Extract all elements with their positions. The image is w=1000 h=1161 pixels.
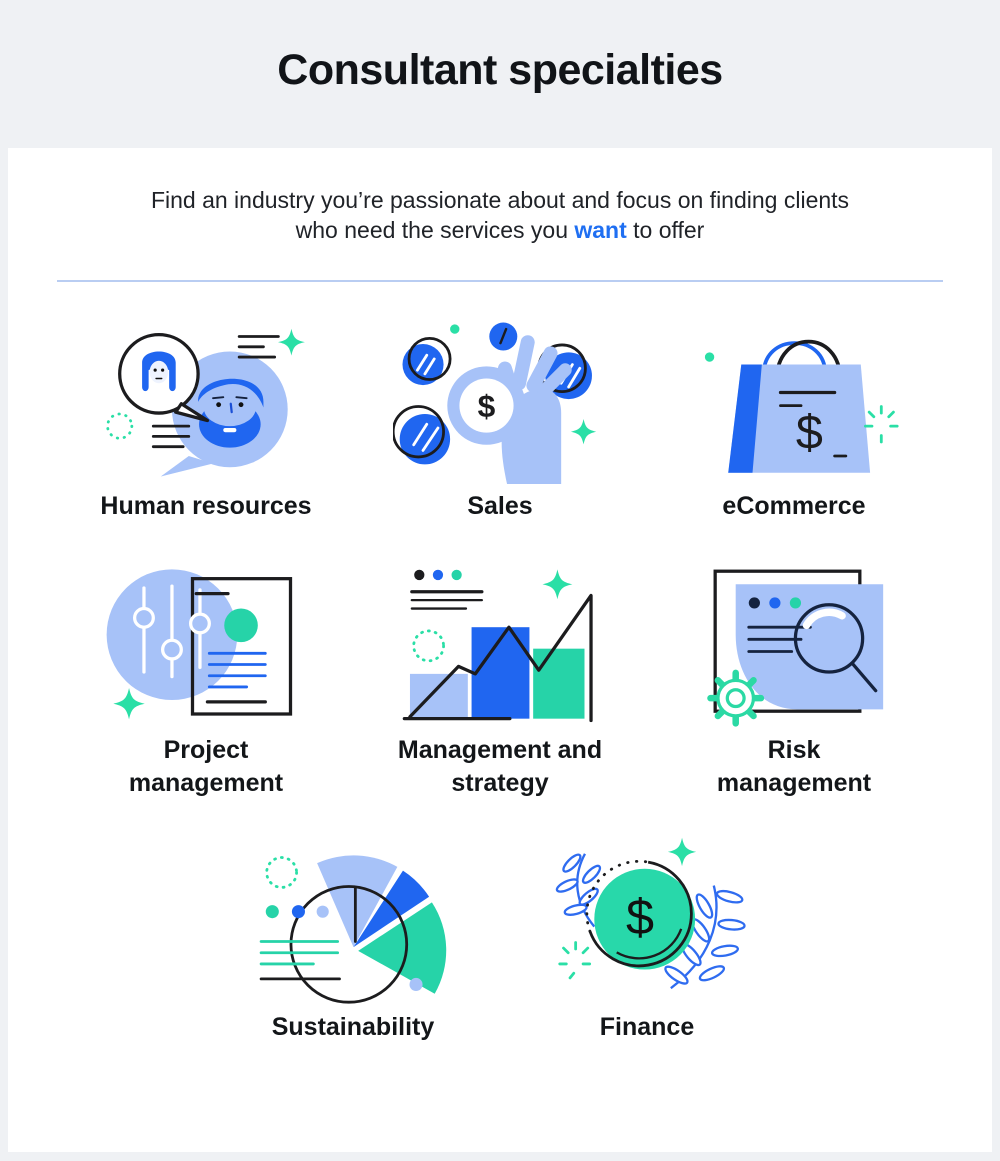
- burst-accent: [865, 406, 897, 441]
- content-card: [8, 148, 992, 1152]
- specialty-risk-management: [647, 560, 941, 799]
- subtitle-text-pre: Find an industry you’re passionate about and focus on finding clients who need the services you: [150, 187, 850, 243]
- specialty-ecommerce: [647, 316, 941, 523]
- burst-accent: [559, 943, 589, 978]
- specialty-project-management: [59, 560, 353, 799]
- row-1: [8, 316, 992, 523]
- specialty-sales: [353, 316, 647, 523]
- subtitle-highlight: want: [574, 216, 627, 243]
- subtitle-text-post: to offer: [626, 216, 705, 243]
- dollar-sign: $: [625, 888, 654, 946]
- sales-icon: [393, 316, 608, 484]
- specialty-label: Finance: [599, 1013, 695, 1042]
- ecommerce-icon: [687, 316, 902, 484]
- specialty-label: Sustainability: [271, 1013, 435, 1042]
- subtitle: [148, 186, 853, 246]
- specialty-label: Risk management: [716, 736, 872, 797]
- management-strategy-icon: [393, 560, 608, 728]
- specialty-sustainability: [206, 837, 500, 1044]
- page-title: Consultant specialties: [277, 46, 723, 94]
- specialty-label: Sales: [467, 491, 533, 520]
- specialty-human-resources: [59, 316, 353, 523]
- finance-icon: [540, 837, 755, 1005]
- specialty-label: Project management: [128, 736, 284, 797]
- specialty-label: Management and strategy: [397, 736, 603, 797]
- sustainability-icon: [246, 837, 461, 1005]
- divider: [57, 280, 943, 282]
- dollar-sign: $: [477, 387, 495, 424]
- human-resources-icon: [99, 316, 314, 484]
- row-2: [8, 560, 992, 799]
- gear-icon: [710, 673, 760, 723]
- specialty-label: eCommerce: [722, 491, 866, 520]
- row-3: [8, 837, 992, 1044]
- project-management-icon: [99, 560, 314, 728]
- specialty-finance: [500, 837, 794, 1044]
- dollar-sign: $: [795, 405, 823, 460]
- specialty-label: Human resources: [100, 491, 312, 520]
- risk-management-icon: [687, 560, 902, 728]
- specialty-management-strategy: [353, 560, 647, 799]
